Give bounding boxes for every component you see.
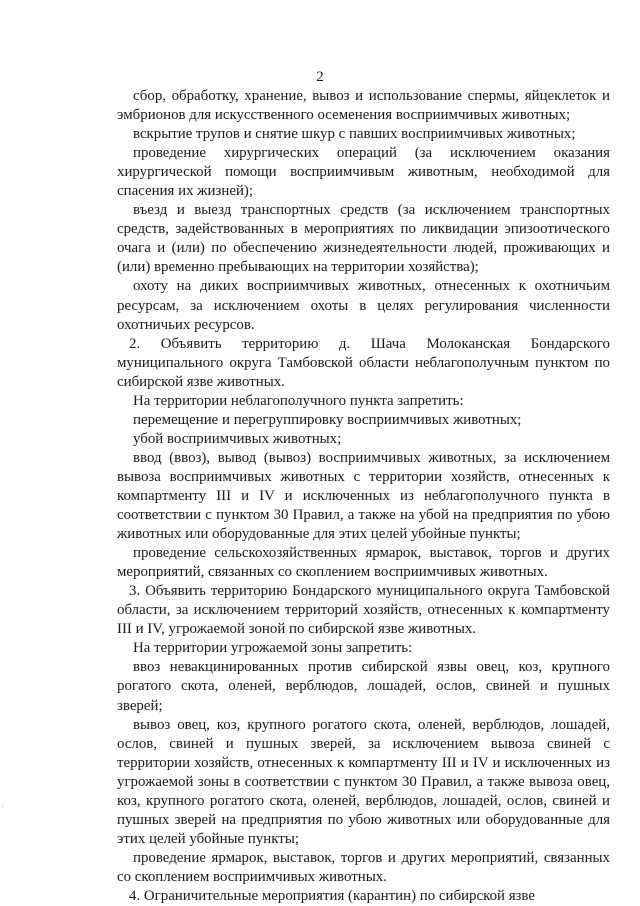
section-paragraph-2: 2. Объявить территорию д. Шача Молоканская Бондарского муниципального округа Тамбовской области неблагополучным пунктом по сибирской язве животных. <box>117 335 610 390</box>
list-item: вскрытие трупов и снятие шкур с павших восприимчивых животных; <box>133 126 576 143</box>
list-item: проведение сельскохозяйственных ярмарок, выставок, торгов и других мероприятий, связанных со скоплением восприимчивых животных. <box>117 545 610 581</box>
list-item: ввод (ввоз), вывод (вывоз) восприимчивых животных, за исключением вывоза восприимчивых животных с территории хозяйств, отнесенных к компартменту III и IV и исключенных из неблагополучного пункта в соответствии с пунктом 30 Правил, а также на убой на предприятия по убою животных или оборудованные для этих целей убойные пункты; <box>117 449 610 543</box>
document-body <box>117 87 610 906</box>
list-item: сбор, обработку, хранение, вывоз и использование спермы, яйцеклеток и эмбрионов для искусственного осеменения восприимчивых животных; <box>117 88 610 124</box>
section-paragraph-3: 3. Объявить территорию Бондарского муниципального округа Тамбовской области, за исключением территорий хозяйств, отнесенных к компартменту III и IV, угрожаемой зоной по сибирской язве животных. <box>117 583 610 638</box>
scan-edge-mark: ▏ <box>2 805 5 809</box>
list-item: перемещение и перегруппировку восприимчивых животных; <box>133 411 522 428</box>
list-item: въезд и выезд транспортных средств (за исключением транспортных средств, задействованных в мероприятиях по ликвидации эпизоотического очага и (или) по обеспечению жизнедеятельности людей, проживающих и (или) временно пребывающих на территории хозяйства); <box>117 202 610 276</box>
list-item: вывоз овец, коз, крупного рогатого скота, оленей, верблюдов, лошадей, ослов, свиней и пушных зверей, за исключением вывоза свиней с территории хозяйств, отнесенных к компартменту III и IV и исключенных из угрожаемой зоны в соответствии с пунктом 30 Правил, а также вывоза овец, коз, крупного рогатого скота, оленей, верблюдов, лошадей, ослов, свиней и пушных зверей на предприятия по убою животных или оборудованные для этих целей убойные пункты; <box>117 716 610 847</box>
list-item: охоту на диких восприимчивых животных, отнесенных к охотничьим ресурсам, за исключением охоты в целях регулирования численности охотничьих ресурсов. <box>117 278 610 333</box>
list-item: проведение ярмарок, выставок, торгов и других мероприятий, связанных со скоплением восприимчивых животных. <box>117 849 610 885</box>
list-item: ввоз невакцинированных против сибирской язвы овец, коз, крупного рогатого скота, оленей, верблюдов, лошадей, ослов, свиней и пушных зверей; <box>117 659 610 714</box>
page-number: 2 <box>316 69 324 85</box>
list-item: проведение хирургических операций (за исключением оказания хирургической помощи восприимчивым животным, необходимой для спасения их жизней); <box>117 145 610 200</box>
section-heading-text: На территории угрожаемой зоны запретить: <box>133 640 413 657</box>
section-paragraph-4: 4. Ограничительные мероприятия (карантин) по сибирской язве <box>129 887 535 904</box>
list-item: убой восприимчивых животных; <box>133 430 342 447</box>
section-heading-text: На территории неблагополучного пункта запретить: <box>133 392 464 409</box>
